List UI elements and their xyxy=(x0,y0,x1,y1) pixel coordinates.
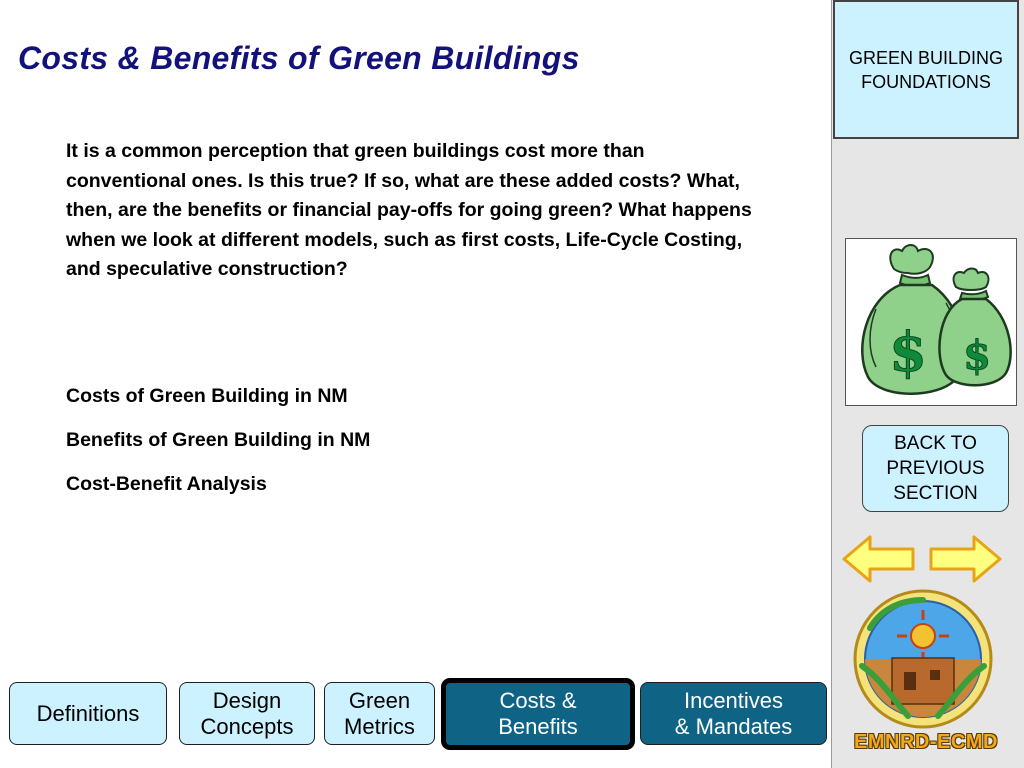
emnrd-seal-icon xyxy=(852,588,994,730)
tab-label: Incentives & Mandates xyxy=(674,687,793,739)
forward-arrow-icon[interactable] xyxy=(928,534,1002,584)
tab-costs-benefits[interactable] xyxy=(441,678,635,750)
section-label: GREEN BUILDING FOUNDATIONS xyxy=(848,47,1004,92)
small-dollar-sign: $ xyxy=(963,332,991,379)
tab-definitions[interactable] xyxy=(9,682,167,745)
section-banner xyxy=(833,0,1019,139)
tab-label: Costs & Benefits xyxy=(498,688,578,739)
page-title: Costs & Benefits of Green Buildings xyxy=(18,40,580,76)
link-costs-nm[interactable]: Costs of Green Building in NM xyxy=(66,385,348,407)
back-to-previous-section-button[interactable] xyxy=(862,425,1009,512)
money-bags-icon xyxy=(846,239,1015,404)
tab-green-metrics[interactable] xyxy=(324,682,435,745)
seal-label: EMNRD-ECMD xyxy=(854,731,998,753)
tab-label: Definitions xyxy=(36,700,140,726)
back-arrow-icon[interactable] xyxy=(842,534,916,584)
intro-paragraph: It is a common perception that green buildings cost more than conventional ones. Is this true? If so, what are these added costs? What, then, are the benefits or financial pay-offs for going green? What happens when we look at different models, such as first costs, Life-Cycle Costing, and speculative construction? xyxy=(66,140,752,280)
tab-incentives-mandates[interactable] xyxy=(640,682,827,745)
tab-label: Design Concepts xyxy=(200,687,294,739)
money-bags-picture xyxy=(845,238,1017,406)
back-button-label: BACK TO PREVIOUS SECTION xyxy=(886,433,985,504)
tab-design-concepts[interactable] xyxy=(179,682,315,745)
sidebar xyxy=(831,0,1024,768)
tab-label: Green Metrics xyxy=(344,687,415,739)
link-benefits-nm[interactable]: Benefits of Green Building in NM xyxy=(66,429,371,451)
link-cost-benefit-analysis[interactable]: Cost-Benefit Analysis xyxy=(66,473,267,495)
large-dollar-sign: $ xyxy=(889,320,927,384)
